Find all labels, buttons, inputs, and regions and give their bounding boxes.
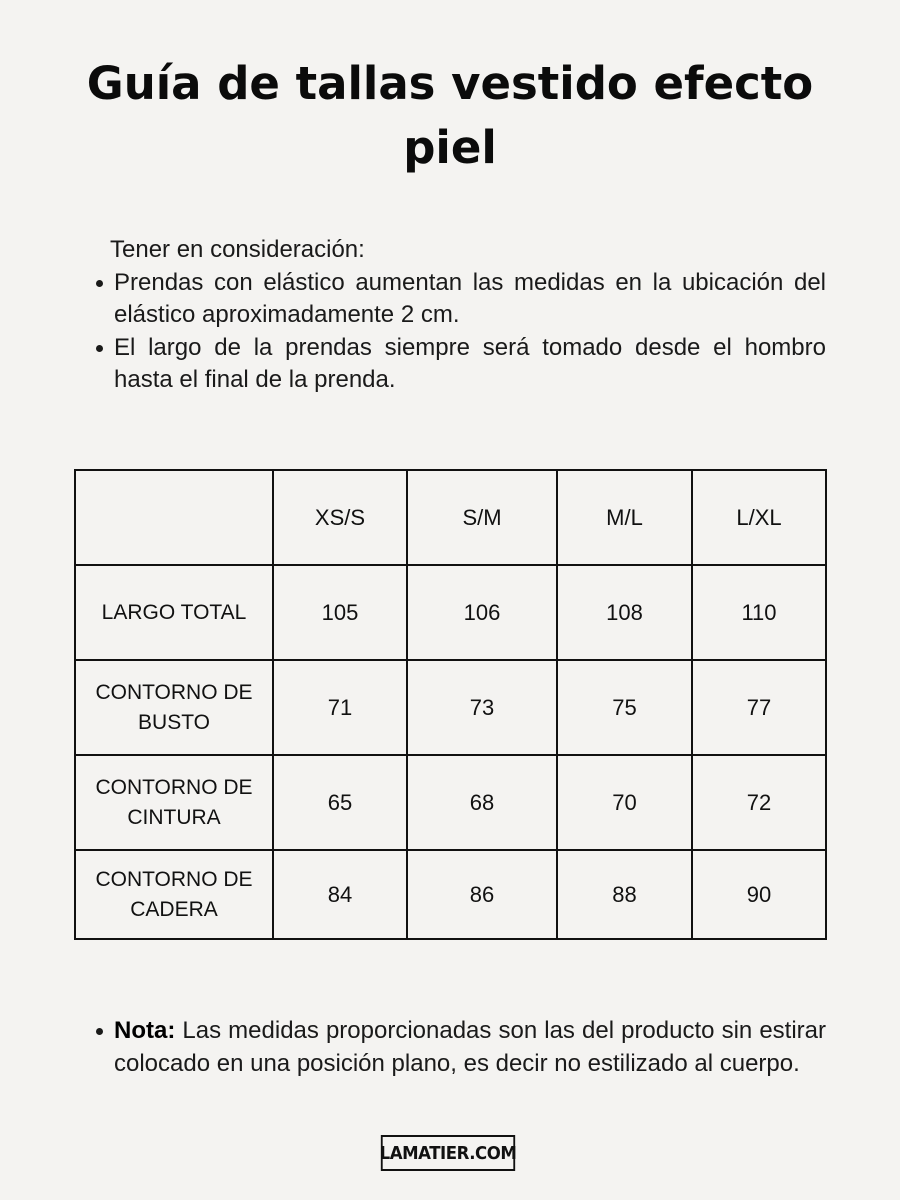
table-cell: 86 [407,850,557,939]
note-item [92,1015,826,1080]
table-cell: 70 [557,755,692,850]
considerations-list [92,267,826,397]
considerations-section [92,234,826,397]
row-label-contorno-cintura: CONTORNO DE CINTURA [75,755,273,850]
header-cell-empty [75,470,273,565]
table-cell: 65 [273,755,407,850]
table-cell: 75 [557,660,692,755]
row-label-largo-total: LARGO TOTAL [75,565,273,660]
row-label-contorno-busto: CONTORNO DE BUSTO [75,660,273,755]
table-cell: 88 [557,850,692,939]
table-cell: 110 [692,565,826,660]
table-cell: 68 [407,755,557,850]
table-cell: 73 [407,660,557,755]
table-cell: 72 [692,755,826,850]
header-cell-l-xl: L/XL [692,470,826,565]
consideration-item: Prendas con elástico aumentan las medidas en la ubicación del elástico aproximadamente 2 cm. [92,267,826,332]
note-label: Nota: [114,1017,176,1044]
page-title: Guía de tallas vestido efecto piel [86,57,814,174]
note-list [92,1015,826,1080]
table-row [75,660,826,755]
table-cell: 108 [557,565,692,660]
table-cell: 84 [273,850,407,939]
table-cell: 90 [692,850,826,939]
table-header-row [75,470,826,565]
size-table [74,469,827,940]
table-cell: 106 [407,565,557,660]
header-cell-s-m: S/M [407,470,557,565]
note-section [92,1015,826,1080]
table-cell: 105 [273,565,407,660]
note-text: Las medidas proporcionadas son las del producto sin estirar colocado en una posición plano, es decir no estilizado al cuerpo. [114,1017,826,1077]
header-cell-m-l: M/L [557,470,692,565]
brand-logo: LAMATIER.COM [381,1135,515,1171]
table-row [75,755,826,850]
table-cell: 71 [273,660,407,755]
table-cell: 77 [692,660,826,755]
header-cell-xs-s: XS/S [273,470,407,565]
table-row [75,565,826,660]
row-label-contorno-cadera: CONTORNO DE CADERA [75,850,273,939]
considerations-intro: Tener en consideración: [110,236,365,263]
table-row [75,850,826,939]
consideration-item: El largo de la prendas siempre será tomado desde el hombro hasta el final de la prenda. [92,332,826,397]
